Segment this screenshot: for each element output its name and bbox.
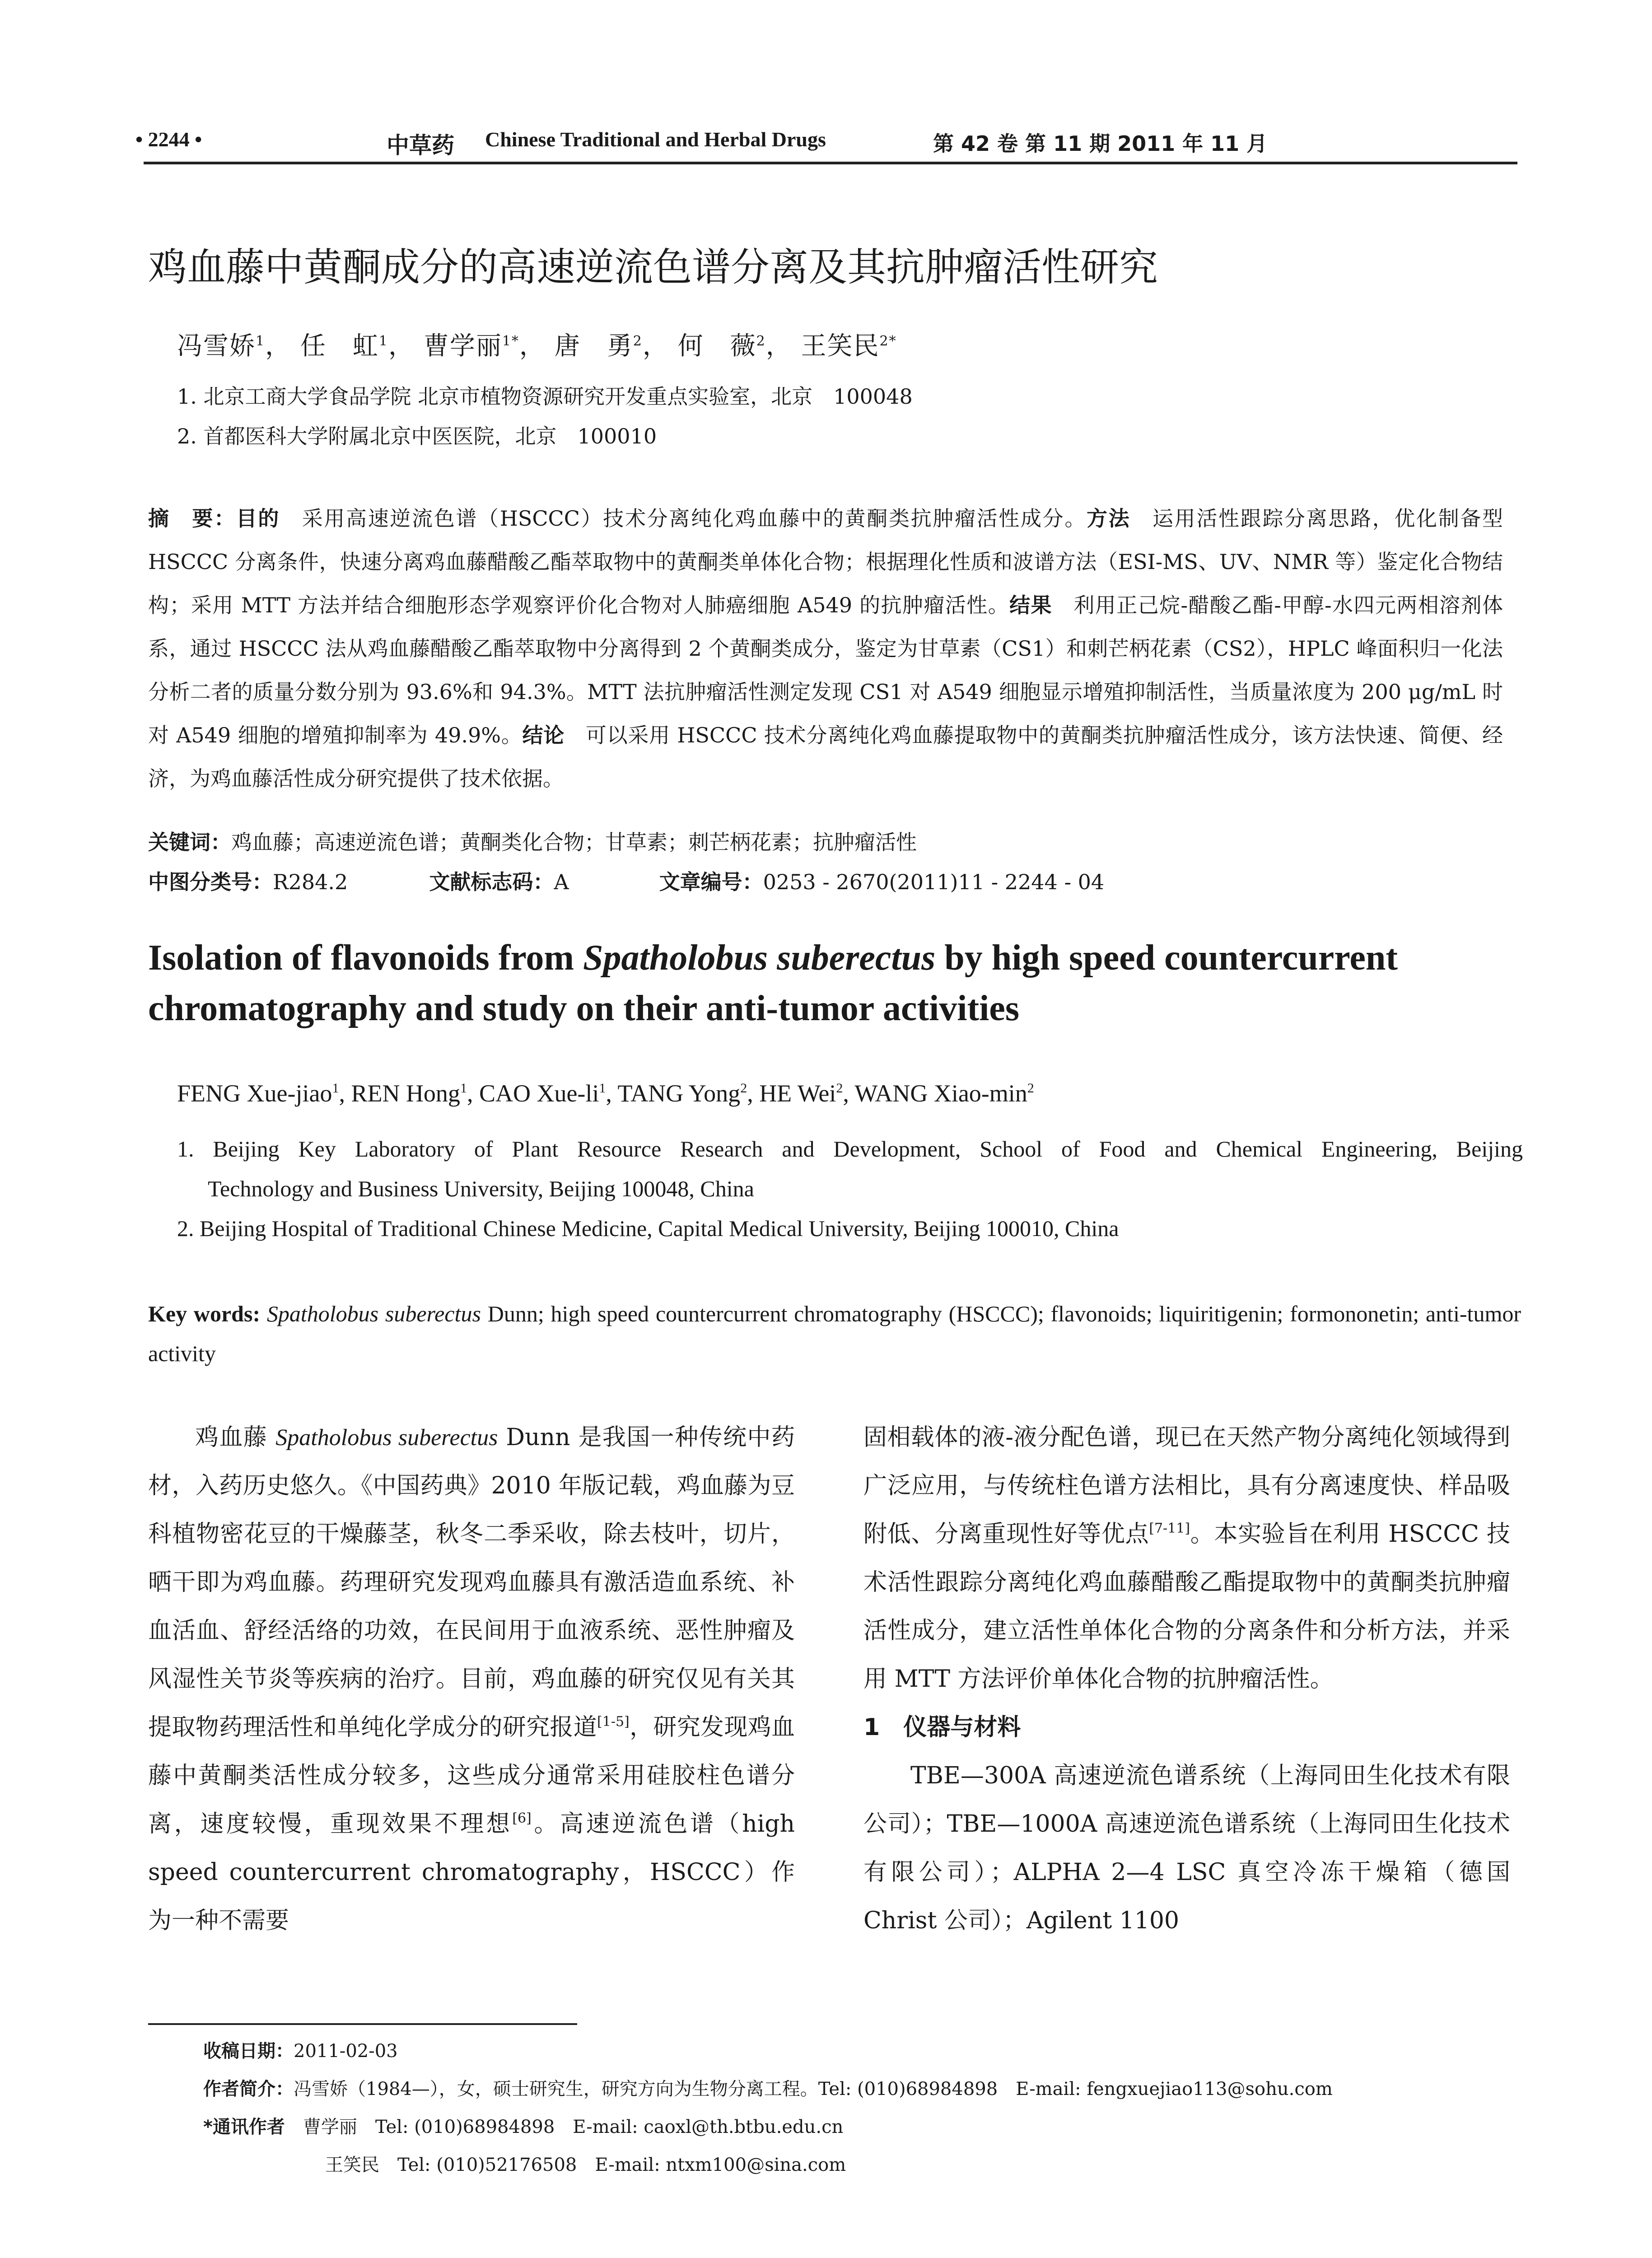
author-affil-mark: 1 — [460, 1081, 467, 1096]
purpose-text: 采用高速逆流色谱（HSCCC）技术分离纯化鸡血藤中的黄酮类抗肿瘤活性成分。 — [280, 506, 1087, 531]
keywords-cn-label: 关键词： — [148, 830, 231, 854]
keywords-en-text: Dunn; high speed countercurrent chromatography (HSCCC); flavonoids; liquiritigenin; formononetin; anti-tumor activity — [148, 1301, 1521, 1366]
footnotes — [203, 2032, 1333, 2184]
body-text: ，研究发现鸡血藤中黄酮类活性成分较多，这些成分通常采用硅胶柱色谱分离，速度较慢，重现效果不理想 — [148, 1714, 795, 1838]
species-name: Spatholobus suberectus — [275, 1425, 498, 1451]
citation: [6] — [512, 1810, 532, 1826]
author-name-en: FENG Xue-jiao — [177, 1080, 332, 1107]
corresponding-text: 曹学丽 Tel: (010)68984898 E-mail: caoxl@th.btbu.edu.cn — [303, 2117, 844, 2137]
author-name: 曹学丽 — [423, 331, 502, 361]
conclusion-label: 结论 — [522, 723, 565, 747]
purpose-label: 目的 — [236, 506, 280, 531]
affiliation-cn-1: 1. 北京工商大学食品学院 北京市植物资源研究开发重点实验室，北京 100048 — [177, 384, 913, 409]
body-text: 鸡血藤 — [195, 1424, 276, 1451]
citation: [1-5] — [597, 1714, 630, 1730]
author-name-en: WANG Xiao-min — [854, 1080, 1027, 1107]
clc-value: R284.2 — [273, 870, 348, 894]
section-title: 仪器与材料 — [903, 1714, 1021, 1741]
body-text: Dunn 是我国一种传统中药材，入药历史悠久。《中国药典》2010 年版记载，鸡血藤为豆科植物密花豆的干燥藤茎，秋冬二季采收，除去枝叶，切片，晒干即为鸡血藤。药理研究发现鸡血藤具有激活造血系统、补血活血、舒经活络的功效，在民间用于血液系统、恶性肿瘤及风湿性关节炎等疾病的治疗。目前，鸡血藤的研究仅见有关其提取物药理活性和单纯化学成分的研究报道 — [148, 1424, 795, 1741]
method-label: 方法 — [1086, 506, 1131, 531]
result-label: 结果 — [1009, 593, 1052, 617]
title-cn: 鸡血藤中黄酮成分的高速逆流色谱分离及其抗肿瘤活性研究 — [148, 245, 1158, 290]
title-en — [148, 933, 1526, 1034]
author-name: 何 薇 — [677, 331, 756, 361]
authors-cn: 冯雪娇$^1$， 任 虹$^1$， 曹学丽$^{1*}$， 唐 勇$^2$， 何 薇$^2$， 王笑民$^{2*}$ — [177, 331, 897, 361]
body-text: 固相载体的液-液分配色谱，现已在天然产物分离纯化领域得到广泛应用，与传统柱色谱方法相比，具有分离速度快、样品吸附低、分离重现性好等优点 — [863, 1424, 1510, 1548]
journal-issue: 第 42 卷 第 11 期 2011 年 11 月 — [933, 131, 1268, 156]
title-en-part: by high speed countercurrent chromatography and study on their anti-tumor activities — [148, 938, 1398, 1028]
corresponding-label: *通讯作者 — [203, 2117, 285, 2137]
author-affil-mark: 1 — [332, 1081, 339, 1096]
section-number: 1 — [863, 1714, 904, 1741]
authors-en: FENG Xue-jiao$^1$, REN Hong$^1$, CAO Xue-$li^1$, TANG Yong$^2$, HE Wei$^2$, WANG Xiao-$\min^2$ — [177, 1080, 1034, 1107]
footnote-rule — [148, 2023, 577, 2025]
received-label: 收稿日期： — [203, 2041, 294, 2062]
keywords-cn-text: 鸡血藤；高速逆流色谱；黄酮类化合物；甘草素；刺芒柄花素；抗肿瘤活性 — [231, 830, 917, 854]
author-bio — [203, 2070, 1333, 2108]
affiliation-cn-2: 2. 首都医科大学附属北京中医医院，北京 100010 — [177, 424, 657, 448]
keywords-en-label: Key words: — [148, 1301, 267, 1326]
affiliation-en-1: 1. Beijing Key Laboratory of Plant Resource Research and Development, School of Food and Chemical Engineering, Beijing — [177, 1136, 1523, 1162]
author-affil-mark: 1 — [378, 333, 388, 349]
author-affil-mark: 2 — [740, 1081, 747, 1096]
abstract-label: 摘 要： — [148, 506, 236, 531]
author-affil-mark: 1* — [502, 333, 519, 349]
affiliation-en-1-cont: Technology and Business University, Beijing 100048, China — [208, 1176, 754, 1201]
keywords-en — [148, 1294, 1521, 1373]
author-affil-mark: 2* — [879, 333, 897, 349]
title-en-species: Spatholobus suberectus — [583, 938, 936, 978]
keywords-cn — [148, 821, 1503, 864]
journal-name-cn: 中草药 — [387, 132, 454, 159]
author-affil-mark: 2 — [1027, 1081, 1034, 1096]
corresponding-author-1 — [203, 2108, 1333, 2146]
header-rule — [144, 162, 1517, 164]
corresponding-text: 王笑民 Tel: (010)52176508 E-mail: ntxm100@sina.com — [325, 2155, 846, 2175]
author-name-en: TANG Yong — [617, 1080, 741, 1107]
corresponding-author-2 — [203, 2146, 1333, 2184]
body-right-column — [863, 1414, 1510, 1945]
author-name-en: HE Wei — [759, 1080, 836, 1107]
abstract-cn — [148, 497, 1503, 800]
author-affil-mark: 2 — [633, 333, 643, 349]
section-heading — [863, 1703, 1510, 1752]
clc-label: 中图分类号： — [148, 870, 273, 894]
body-text: 。本实验旨在利用 HSCCC 技术活性跟踪分离纯化鸡血藤醋酸乙酯提取物中的黄酮类抗肿瘤活性成分，建立活性单体化合物的分离条件和分析方法，并采用 MTT 方法评价单体化合物的抗肿瘤活性。 — [863, 1521, 1510, 1693]
author-affil-mark: 2 — [756, 333, 766, 349]
received-date — [203, 2032, 1333, 2070]
author-affil-mark: 2 — [836, 1081, 843, 1096]
affiliation-en-2: 2. Beijing Hospital of Traditional Chinese Medicine, Capital Medical University, Beijing 100010, China — [177, 1216, 1119, 1241]
journal-name-en: Chinese Traditional and Herbal Drugs — [485, 128, 826, 151]
author-name: 冯雪娇 — [177, 331, 256, 361]
author-affil-mark: 1 — [599, 1081, 606, 1096]
intro-paragraph — [148, 1414, 795, 1945]
author-name: 唐 勇 — [554, 331, 633, 361]
body-left-column — [148, 1414, 795, 1945]
received-value: 2011-02-03 — [294, 2041, 398, 2062]
article-number-value: 0253 - 2670(2011)11 - 2244 - 04 — [763, 870, 1105, 894]
classification-line — [148, 860, 1104, 904]
page-number: • 2244 • — [135, 128, 202, 151]
instruments-paragraph: TBE—300A 高速逆流色谱系统（上海同田生化技术有限公司）；TBE—1000A 高速逆流色谱系统（上海同田生化技术有限公司）；ALPHA 2—4 LSC 真空冷冻干燥箱（德国 Christ 公司）；Agilent 1100 — [863, 1762, 1510, 1934]
body-text: 。高速逆流色谱（high speed countercurrent chromatography，HSCCC）作为一种不需要 — [148, 1810, 795, 1934]
intro-paragraph-cont — [863, 1414, 1510, 1703]
method-text: 运用活性跟踪分离思路，优化制备型 HSCCC 分离条件，快速分离鸡血藤醋酸乙酯萃取物中的黄酮类单体化合物；根据理化性质和波谱方法（ESI-MS、UV、NMR 等）鉴定化合物结构；采用 MTT 方法并结合细胞形态学观察评价化合物对人肺癌细胞 A549 的抗肿瘤活性。 — [148, 506, 1503, 617]
article-number-label: 文章编号： — [659, 870, 763, 894]
conclusion-text: 可以采用 HSCCC 技术分离纯化鸡血藤提取物中的黄酮类抗肿瘤活性成分，该方法快速、简便、经济，为鸡血藤活性成分研究提供了技术依据。 — [148, 723, 1503, 791]
keywords-en-species: Spatholobus suberectus — [266, 1301, 481, 1326]
result-text: 利用正己烷-醋酸乙酯-甲醇-水四元两相溶剂体系，通过 HSCCC 法从鸡血藤醋酸乙酯萃取物中分离得到 2 个黄酮类成分，鉴定为甘草素（CS1）和刺芒柄花素（CS2），HPLC 峰面积归一化法分析二者的质量分数分别为 93.6%和 94.3%。MTT 法抗肿瘤活性测定发现 CS1 对 A549 细胞显示增殖抑制活性，当质量浓度为 200 μg/mL 时对 A549 细胞的增殖抑制率为 49.9%。 — [148, 593, 1503, 747]
doc-code-value: A — [554, 870, 569, 894]
author-bio-text: 冯雪娇（1984—），女，硕士研究生，研究方向为生物分离工程。Tel: (010)68984898 E-mail: fengxuejiao113@sohu.com — [294, 2079, 1333, 2099]
author-name-en: REN Hong — [351, 1080, 460, 1107]
citation: [7-11] — [1149, 1521, 1190, 1536]
author-affil-mark: 1 — [256, 333, 266, 349]
author-name-en: CAO Xue-li — [479, 1080, 599, 1107]
author-bio-label: 作者简介： — [203, 2079, 294, 2099]
author-name: 王笑民 — [801, 331, 880, 361]
author-name: 任 虹 — [300, 331, 379, 361]
doc-code-label: 文献标志码： — [429, 870, 554, 894]
title-en-part: Isolation of flavonoids from — [148, 938, 583, 978]
